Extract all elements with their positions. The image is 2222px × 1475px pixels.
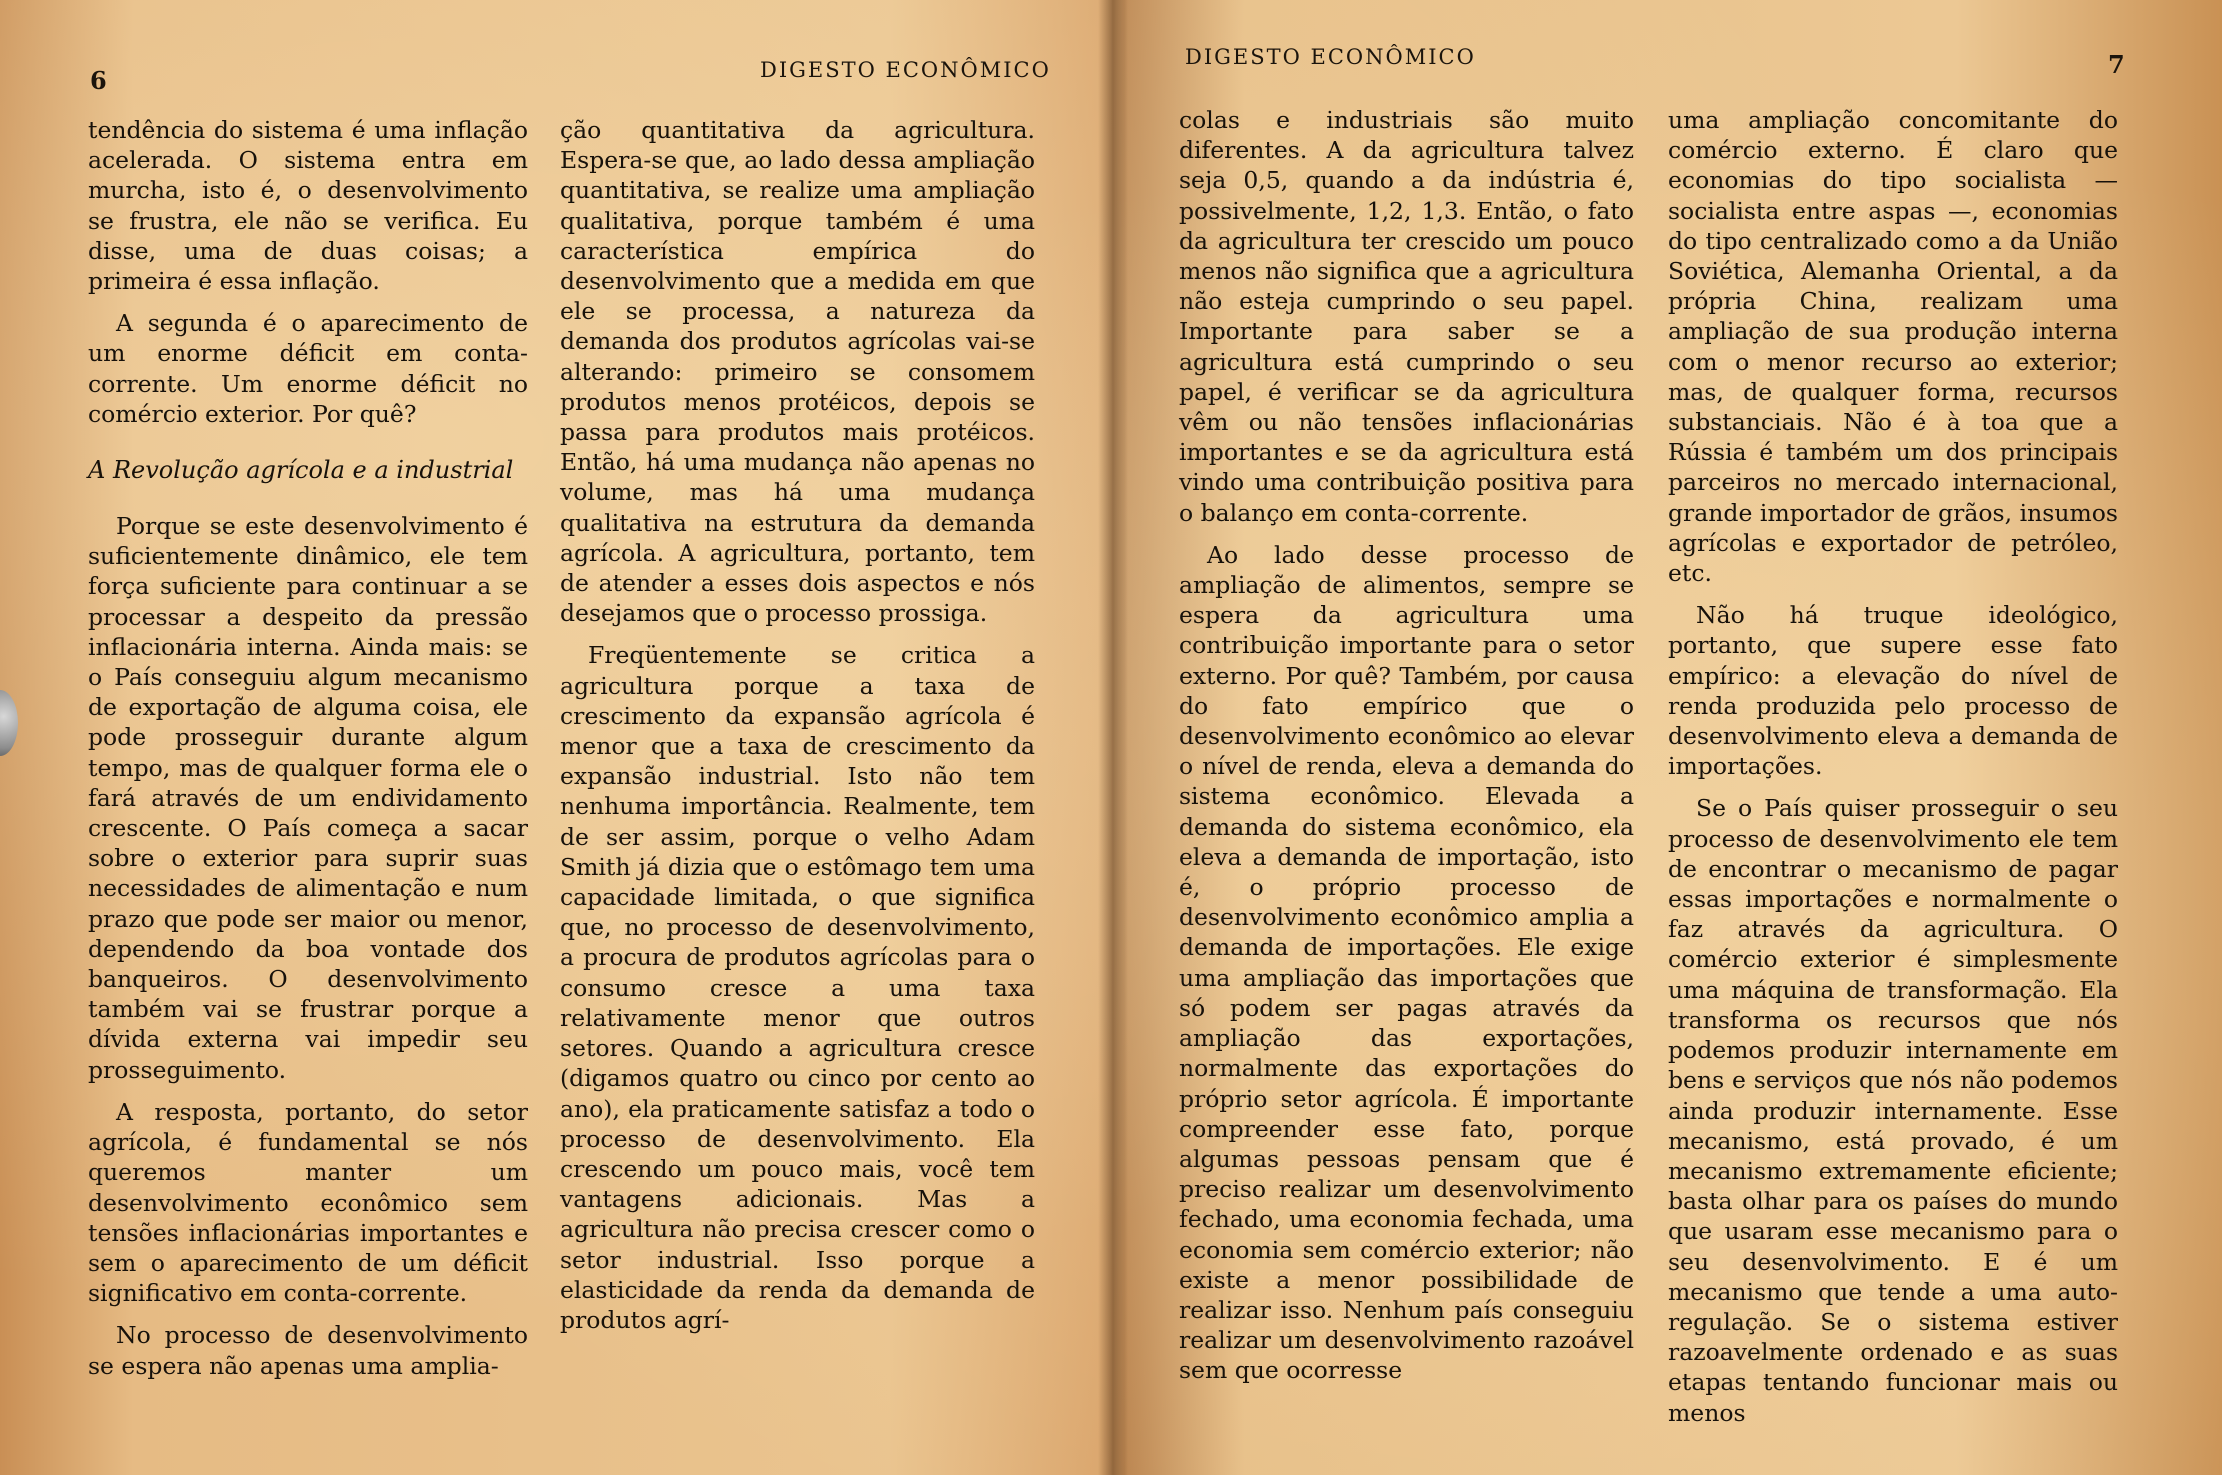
- paragraph: A segunda é o aparecimento de um enorme déficit em conta-corrente. Um enorme déficit no comércio exterior. Por quê?: [88, 309, 528, 428]
- paragraph: Se o País quiser prosseguir o seu processo de desenvolvimento ele tem de encontrar o mecanismo de pagar essas importações e normalmente o faz através da agricultura. O comércio exterior é simplesmente uma máquina de transformação. Ela transforma os recursos que nós podemos produzir internamente em bens e serviços que nós não podemos ainda produzir internamente. Esse mecanismo, está provado, é um mecanismo extremamente eficiente; basta olhar para os países do mundo que usaram esse mecanismo para o seu desenvolvimento. E é um mecanismo que tende a uma auto-regulação. Se o sistema estiver razoavelmente ordenado e as suas etapas tentando funcionar mais ou menos: [1668, 794, 2118, 1427]
- paragraph: colas e industriais são muito diferentes. A da agricultura talvez seja 0,5, quando a da indústria é, possivelmente, 1,2, 1,3. Então, o fato da agricultura ter crescido um pouco menos não significa que a agricultura não esteja cumprindo o seu papel. Importante para saber se a agricultura está cumprindo o seu papel, é verificar se da agricultura vêm ou não tensões inflacionárias importantes e se da agricultura está vindo uma contribuição positiva para o balanço em conta-corrente.: [1179, 106, 1634, 527]
- section-heading: A Revolução agrícola e a industrial: [88, 456, 514, 485]
- page-number-left: 6: [90, 66, 107, 95]
- paragraph: No processo de desenvolvimento se espera não apenas uma amplia-: [88, 1321, 528, 1380]
- right-page: [1113, 0, 2222, 1475]
- paragraph: Porque se este desenvolvimento é suficientemente dinâmico, ele tem força suficiente para continuar a se processar a despeito da pressão inflacionária interna. Ainda mais: se o País conseguiu algum mecanismo de exportação de alguma coisa, ele pode prosseguir durante algum tempo, mas de qualquer forma ele o fará através de um endividamento crescente. O País começa a sacar sobre o exterior para suprir suas necessidades de alimentação e num prazo que pode ser maior ou menor, dependendo da boa vontade dos banqueiros. O desenvolvimento também vai se frustrar porque a dívida externa vai impedir seu prosseguimento.: [88, 512, 528, 1084]
- paragraph: uma ampliação concomitante do comércio externo. É claro que economias do tipo socialista — socialista entre aspas —, economias do tipo centralizado como a da União Soviética, Alemanha Oriental, a da própria China, realizam uma ampliação de sua produção interna com o menor recurso ao exterior; mas, de qualquer forma, recursos substanciais. Não é à toa que a Rússia é também um dos principais parceiros no mercado internacional, grande importador de grãos, insumos agrícolas e exportador de petróleo, etc.: [1668, 106, 2118, 588]
- right-column-2: [1668, 105, 2118, 1440]
- left-column-2: [560, 115, 1035, 1347]
- right-column-1: [1179, 105, 1634, 1398]
- left-column-1: [88, 115, 528, 1393]
- paragraph: Não há truque ideológico, portanto, que supere esse fato empírico: a elevação do nível de renda produzida pelo processo de desenvolvimento eleva a demanda de importações.: [1668, 601, 2118, 781]
- paragraph: Freqüentemente se critica a agricultura porque a taxa de crescimento da expansão agrícola é menor que a taxa de crescimento da expansão industrial. Isto não tem nenhuma importância. Realmente, tem de ser assim, porque o velho Adam Smith já dizia que o estômago tem uma capacidade limitada, o que significa que, no processo de desenvolvimento, a procura de produtos agrícolas para o consumo cresce a uma taxa relativamente menor que outros setores. Quando a agricultura cresce (digamos quatro ou cinco por cento ao ano), ela praticamente satisfaz a todo o processo de desenvolvimento. Ela crescendo um pouco mais, você tem vantagens adicionais. Mas a agricultura não precisa crescer como o setor industrial. Isso porque a elasticidade da renda da demanda de produtos agrí-: [560, 641, 1035, 1334]
- paragraph: Ao lado desse processo de ampliação de alimentos, sempre se espera da agricultura uma contribuição importante para o setor externo. Por quê? Também, por causa do fato empírico que o desenvolvimento econômico ao elevar o nível de renda, eleva a demanda do sistema econômico. Elevada a demanda do sistema econômico, ela eleva a demanda de importação, isto é, o próprio processo de desenvolvimento econômico amplia a demanda de importações. Ele exige uma ampliação das importações que só podem ser pagas através da ampliação das exportações, normalmente das exportações do próprio setor agrícola. É importante compreender esse fato, porque algumas pessoas pensam que é preciso realizar um desenvolvimento fechado, uma economia fechada, uma economia sem comércio exterior; não existe a menor possibilidade de realizar isso. Nenhum país conseguiu realizar um desenvolvimento razoável sem que ocorresse: [1179, 540, 1634, 1385]
- running-head-left: DIGESTO ECONÔMICO: [760, 58, 1051, 82]
- running-head-right: DIGESTO ECONÔMICO: [1185, 45, 1476, 69]
- paragraph: A resposta, portanto, do setor agrícola, é fundamental se nós queremos manter um desenvolvimento econômico sem tensões inflacionárias importantes e sem o aparecimento de um déficit significativo em conta-corrente.: [88, 1097, 528, 1308]
- page-number-right: 7: [2108, 50, 2125, 79]
- paragraph: tendência do sistema é uma inflação acelerada. O sistema entra em murcha, isto é, o desenvolvimento se frustra, ele não se verifica. Eu disse, uma de duas coisas; a primeira é essa inflação.: [88, 116, 528, 296]
- paragraph: ção quantitativa da agricultura. Espera-se que, ao lado dessa ampliação quantitativa, se realize uma ampliação qualitativa, porque também é uma característica empírica do desenvolvimento que a medida em que ele se processa, a natureza da demanda dos produtos agrícolas vai-se alterando: primeiro se consomem produtos menos protéicos, depois se passa para produtos mais protéicos. Então, há uma mudança não apenas no volume, mas há uma mudança qualitativa na estrutura da demanda agrícola. A agricultura, portanto, tem de atender a esses dois aspectos e nós desejamos que o processo prossiga.: [560, 116, 1035, 628]
